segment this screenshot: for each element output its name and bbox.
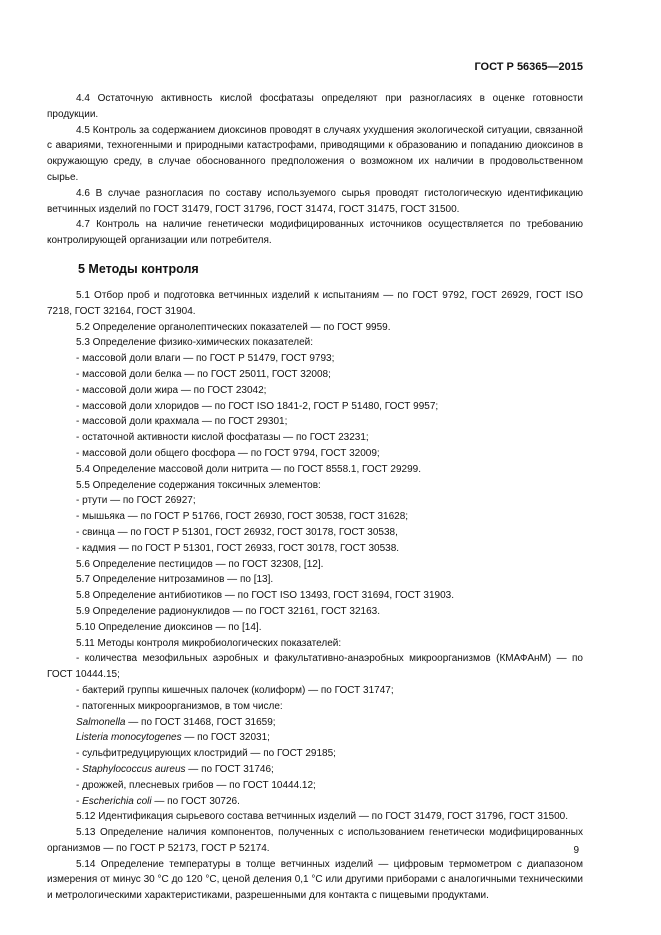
list-item <box>47 715 583 731</box>
list-item: - бактерий группы кишечных палочек (колиформ) — по ГОСТ 31747; <box>76 684 394 696</box>
page-number: 9 <box>573 845 579 856</box>
clause-4-7: 4.7 Контроль на наличие генетически модифицированных источников осуществляется по требованию контролирующей организации или потребителя. <box>47 219 583 247</box>
clauses-4 <box>47 91 583 249</box>
list-item: - ртути — по ГОСТ 26927; <box>76 495 196 507</box>
clause-4-4: 4.4 Остаточную активность кислой фосфатазы определяют при разногласиях в оценке готовности продукции. <box>47 93 583 120</box>
list-item: - кадмия — по ГОСТ Р 51301, ГОСТ 26933, ГОСТ 30178, ГОСТ 30538. <box>76 542 400 554</box>
organism-name: Listeria monocytogenes <box>76 732 182 744</box>
clauses-5 <box>47 288 583 904</box>
list-item: - патогенных микроорганизмов, в том числе: <box>76 700 283 712</box>
organism-name: Staphylococcus aureus <box>82 763 186 775</box>
clause-5-3: 5.3 Определение физико-химических показателей: <box>76 337 314 349</box>
list-item: - массовой доли влаги — по ГОСТ Р 51479, ГОСТ 9793; <box>76 353 335 365</box>
bullet: - <box>76 763 83 775</box>
clause-5-13: 5.13 Определение наличия компонентов, полученных с использованием генетически модифицированных организмов — по ГОСТ Р 52173, ГОСТ Р 52174. <box>47 827 583 854</box>
bullet: - <box>76 795 83 807</box>
organism-name: Salmonella <box>76 716 126 728</box>
clause-5-7: 5.7 Определение нитрозаминов — по [13]. <box>76 574 274 586</box>
list-item: - сульфитредуцирующих клостридий — по ГОСТ 29185; <box>76 748 336 760</box>
list-item: - массовой доли белка — по ГОСТ 25011, ГОСТ 32008; <box>76 368 331 380</box>
clause-5-12: 5.12 Идентификация сырьевого состава ветчинных изделий — по ГОСТ 31479, ГОСТ 31796, ГОСТ 31500. <box>76 811 568 823</box>
list-item <box>47 730 583 746</box>
standard-header: ГОСТ Р 56365—2015 <box>474 61 583 73</box>
list-item: - массовой доли хлоридов — по ГОСТ ISO 1841-2, ГОСТ Р 51480, ГОСТ 9957; <box>76 400 439 412</box>
method-ref: — по ГОСТ 32031; <box>181 732 270 744</box>
clause-4-6: 4.6 В случае разногласия по составу используемого сырья проводят гистологическую идентификацию ветчинных изделий по ГОСТ 31479, ГОСТ 31796, ГОСТ 31474, ГОСТ 31475, ГОСТ 31500. <box>47 187 583 215</box>
section-title: 5 Методы контроля <box>78 262 199 276</box>
clause-5-6: 5.6 Определение пестицидов — по ГОСТ 32308, [12]. <box>76 558 324 570</box>
method-ref: — по ГОСТ 31468, ГОСТ 31659; <box>125 716 276 728</box>
list-item <box>47 762 583 778</box>
list-item: - массовой доли крахмала — по ГОСТ 29301; <box>76 416 288 428</box>
clause-4-5: 4.5 Контроль за содержанием диоксинов проводят в случаях ухудшения экологической ситуации, связанной с авариями, техногенными и природными катастрофами, приводящими к образованию и попаданию диоксинов в окружающую среду, в случае обоснованного предположения о возможном их наличии в продовольственном сырье. <box>47 124 583 183</box>
clause-5-1: 5.1 Отбор проб и подготовка ветчинных изделий к испытаниям — по ГОСТ 9792, ГОСТ 26929, ГОСТ ISO 7218, ГОСТ 32164, ГОСТ 31904. <box>47 290 583 317</box>
list-item: - массовой доли жира — по ГОСТ 23042; <box>76 384 267 396</box>
clause-5-9: 5.9 Определение радионуклидов — по ГОСТ 32161, ГОСТ 32163. <box>76 605 381 617</box>
method-ref: — по ГОСТ 31746; <box>185 763 274 775</box>
list-item: - мышьяка — по ГОСТ Р 51766, ГОСТ 26930, ГОСТ 30538, ГОСТ 31628; <box>76 511 409 523</box>
organism-name: Escherichia coli <box>82 795 152 807</box>
list-item: - остаточной активности кислой фосфатазы — по ГОСТ 23231; <box>76 432 369 444</box>
clause-5-10: 5.10 Определение диоксинов — по [14]. <box>76 621 262 633</box>
list-item: - дрожжей, плесневых грибов — по ГОСТ 10444.12; <box>76 779 316 791</box>
clause-5-5: 5.5 Определение содержания токсичных элементов: <box>76 479 321 491</box>
clause-5-8: 5.8 Определение антибиотиков — по ГОСТ ISO 13493, ГОСТ 31694, ГОСТ 31903. <box>76 590 454 602</box>
clause-5-2: 5.2 Определение органолептических показателей — по ГОСТ 9959. <box>76 321 391 333</box>
method-ref: — по ГОСТ 30726. <box>151 795 240 807</box>
list-item: - массовой доли общего фосфора — по ГОСТ 9794, ГОСТ 32009; <box>76 447 380 459</box>
clause-5-11: 5.11 Методы контроля микробиологических показателей: <box>76 637 342 649</box>
list-item: - свинца — по ГОСТ Р 51301, ГОСТ 26932, ГОСТ 30178, ГОСТ 30538, <box>76 526 398 538</box>
clause-5-14: 5.14 Определение температуры в толще ветчинных изделий — цифровым термометром с диапазоном измерения от минус 30 °С до 120 °С, ценой деления 0,1 °С или другими приборами с аналогичными техническими и метрологическими характеристиками, разрешенными для контакта с пищевыми продуктами. <box>47 858 583 902</box>
list-item <box>47 794 583 810</box>
list-item: - количества мезофильных аэробных и факультативно-анаэробных микроорганизмов (КМАФАнМ) — по ГОСТ 10444.15; <box>47 653 583 681</box>
clause-5-4: 5.4 Определение массовой доли нитрита — по ГОСТ 8558.1, ГОСТ 29299. <box>76 463 422 475</box>
